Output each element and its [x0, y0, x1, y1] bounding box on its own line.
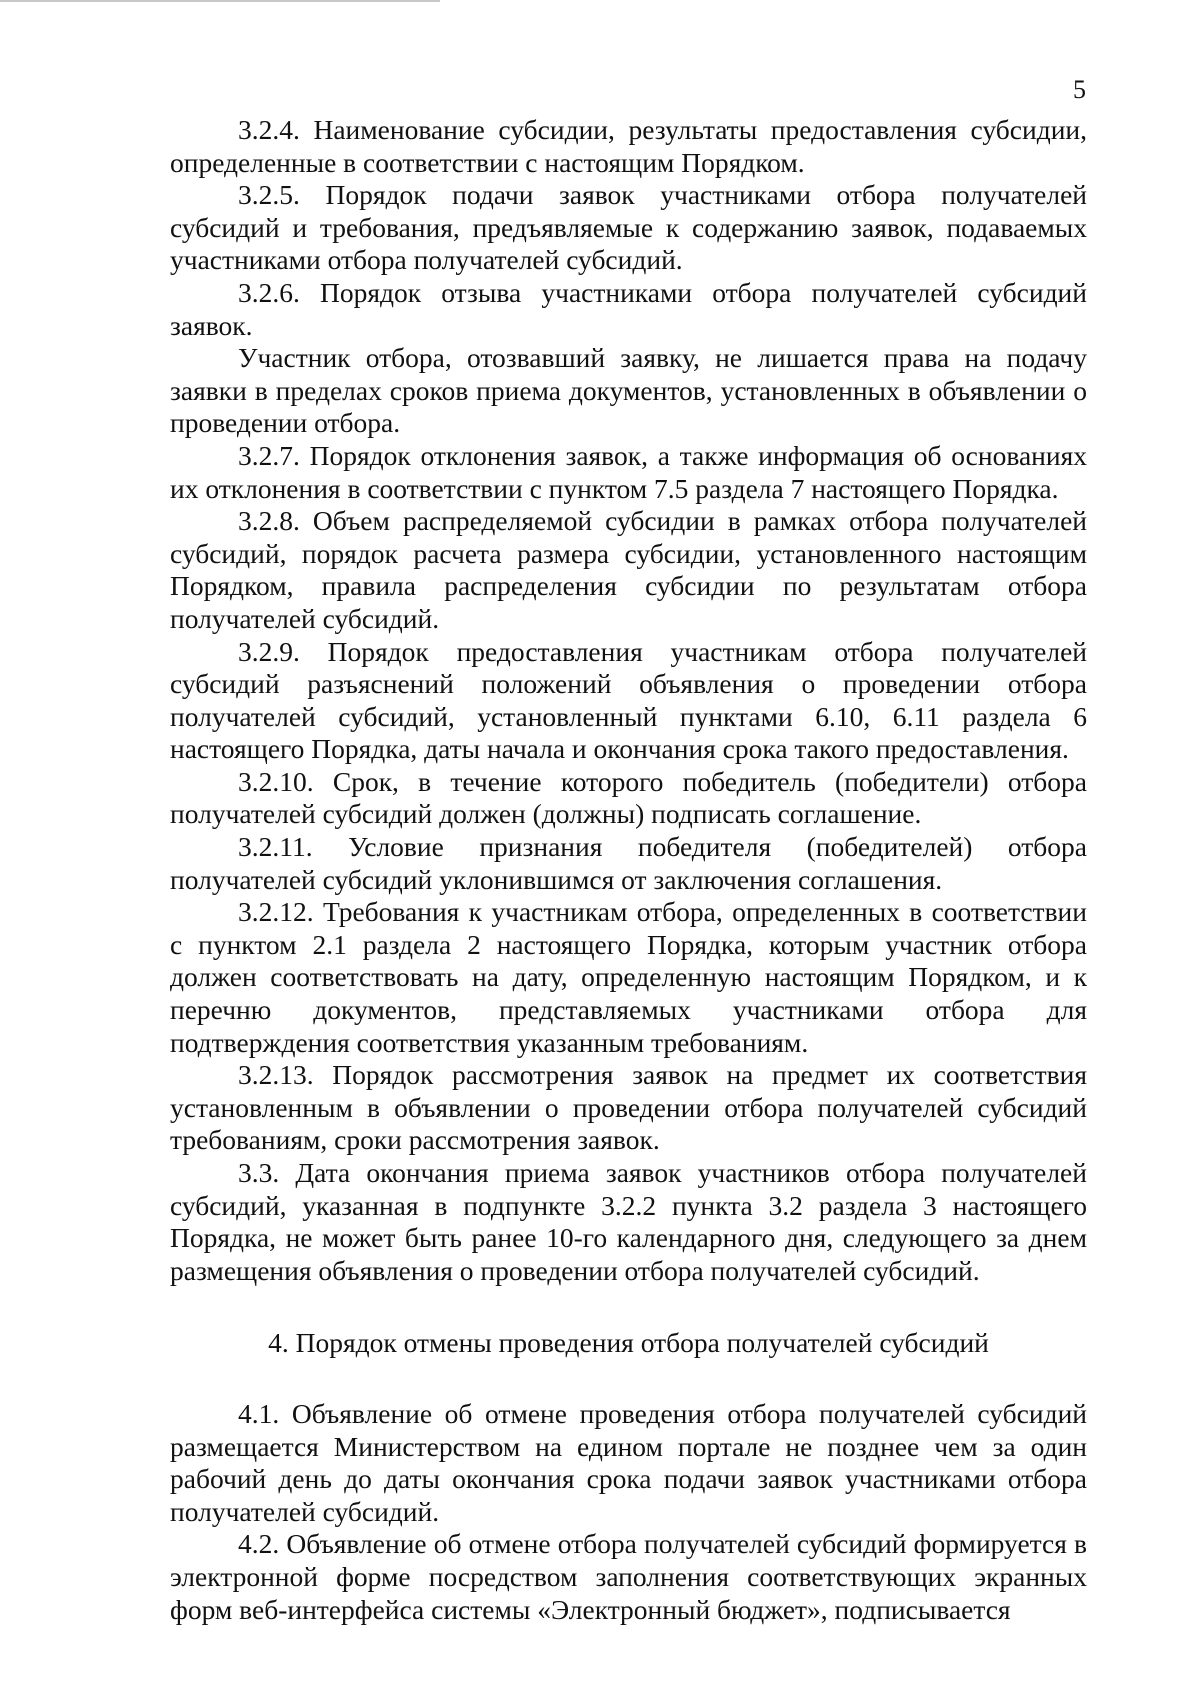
paragraph-4-1: 4.1. Объявление об отмене проведения отбора получателей субсидий размещается Министерством на едином портале не позднее чем за один рабочий день до даты окончания срока подачи заявок участниками отбора получателей субсидий. — [170, 1397, 1087, 1527]
paragraph-3-2-7: 3.2.7. Порядок отклонения заявок, а также информация об основаниях их отклонения в соответствии с пунктом 7.5 раздела 7 настоящего Порядка. — [170, 439, 1087, 504]
paragraph-3-2-11: 3.2.11. Условие признания победителя (победителей) отбора получателей субсидий уклонившимся от заключения соглашения. — [170, 831, 1087, 895]
scan-edge-line — [0, 0, 440, 2]
page-number: 5 — [1073, 75, 1086, 104]
document-body — [170, 114, 1087, 1626]
paragraph-3-2-4: 3.2.4. Наименование субсидии, результаты предоставления субсидии, определенные в соответствии с настоящим Порядком. — [170, 114, 1087, 178]
paragraph-3-2-8: 3.2.8. Объем распределяемой субсидии в рамках отбора получателей субсидий, порядок расчета размера субсидии, установленного настоящим Порядком, правила распределения субсидии по результатам отбора получателей субсидий. — [170, 505, 1087, 634]
paragraph-3-2-5: 3.2.5. Порядок подачи заявок участниками отбора получателей субсидий и требования, предъявляемые к содержанию заявок, подаваемых участниками отбора получателей субсидий. — [170, 179, 1087, 276]
paragraph-3-2-6: 3.2.6. Порядок отзыва участниками отбора получателей субсидий заявок. — [170, 276, 1087, 341]
paragraph-3-2-10: 3.2.10. Срок, в течение которого победитель (победители) отбора получателей субсидий должен (должны) подписать соглашение. — [170, 765, 1087, 830]
paragraph-3-3: 3.3. Дата окончания приема заявок участников отбора получателей субсидий, указанная в подпункте 3.2.2 пункта 3.2 раздела 3 настоящего Порядка, не может быть ранее 10-го календарного дня, следующего за днем размещения объявления о проведении отбора получателей субсидий. — [170, 1157, 1087, 1286]
paragraph-3-2-13: 3.2.13. Порядок рассмотрения заявок на предмет их соответствия установленным в объявлении о проведении отбора получателей субсидий требованиям, сроки рассмотрения заявок. — [170, 1059, 1087, 1156]
paragraph-4-2: 4.2. Объявление об отмене отбора получателей субсидий формируется в электронной форме посредством заполнения соответствующих экранных форм веб-интерфейса системы «Электронный бюджет», подписывается — [170, 1528, 1087, 1625]
paragraph-3-2-9: 3.2.9. Порядок предоставления участникам отбора получателей субсидий разъяснений положений объявления о проведении отбора получателей субсидий, установленный пунктами 6.10, 6.11 раздела 6 настоящего Порядка, даты начала и окончания срока такого предоставления. — [170, 635, 1087, 765]
paragraph-withdrawal-note: Участник отбора, отозвавший заявку, не лишается права на подачу заявки в пределах сроков приема документов, установленных в объявлении о проведении отбора. — [170, 342, 1087, 439]
section-heading-4: 4. Порядок отмены проведения отбора получателей субсидий — [268, 1327, 989, 1359]
paragraph-3-2-12: 3.2.12. Требования к участникам отбора, определенных в соответствии с пунктом 2.1 раздела 2 настоящего Порядка, которым участник отбора должен соответствовать на дату, определенную настоящим Порядком, и к перечню документов, представляемых участниками отбора для подтверждения соответствия указанным требованиям. — [170, 896, 1087, 1058]
